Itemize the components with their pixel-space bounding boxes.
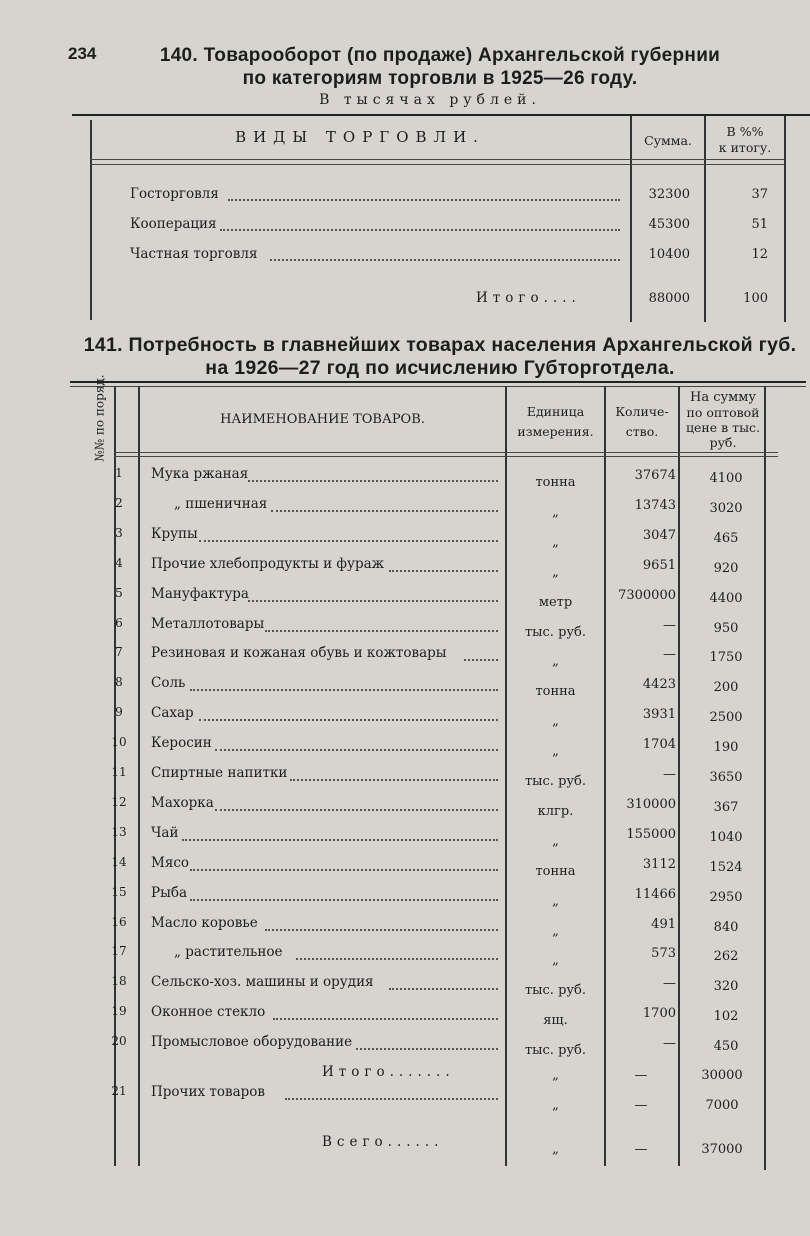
- t141-row-name: Мука ржаная: [151, 466, 249, 482]
- t141-row-unit: „: [552, 833, 559, 849]
- t141-header-sum-line4: руб.: [709, 435, 737, 450]
- t141-itogo-unit: „: [552, 1068, 559, 1083]
- t140-row-sum: 10400: [648, 247, 690, 262]
- t140-total-label: Итого....: [476, 290, 581, 306]
- t141-row-number: 1: [115, 466, 123, 480]
- table140-units: В тысячах рублей.: [319, 92, 541, 108]
- t141-row-qty: 37674: [634, 468, 676, 483]
- t140-total-sum: 88000: [648, 291, 690, 306]
- t140-row-name: Кооперация: [130, 216, 217, 232]
- t141-row-sum: 367: [713, 799, 739, 815]
- t141-row-leader: [190, 689, 498, 691]
- t141-row-sum: 920: [713, 560, 739, 576]
- t141-row-sum: 1750: [709, 650, 743, 666]
- t141-row-unit: „: [552, 504, 559, 520]
- t141-header-unit-line1: Единица: [526, 404, 585, 419]
- t141-row-name: Промысловое оборудование: [151, 1034, 353, 1051]
- t141-row-unit: „: [552, 714, 559, 730]
- t141-row-name: Рыба: [151, 884, 188, 901]
- t141-row-number: 9: [115, 705, 123, 720]
- t141-row-name: Керосин: [151, 735, 212, 752]
- t141-row-unit: тыс. руб.: [524, 1043, 586, 1059]
- t141-row-qty: 11466: [634, 886, 676, 902]
- t141-row-unit: метр: [538, 594, 573, 610]
- t141-row-leader: [389, 570, 498, 572]
- t141-other-number: 21: [111, 1084, 127, 1098]
- t141-row-qty: 3112: [642, 856, 676, 872]
- t141-row-sum: 1040: [709, 829, 743, 845]
- t141-row-name: Резиновая и кожаная обувь и кожтовары: [151, 645, 447, 662]
- t141-other-name: Прочих товаров: [151, 1084, 265, 1100]
- t141-vsego-unit: „: [552, 1142, 559, 1157]
- t141-row-qty: —: [663, 976, 676, 992]
- t140-header-kind: ВИДЫ ТОРГОВЛИ.: [235, 128, 485, 146]
- t141-row-leader: [190, 899, 498, 901]
- t141-row-leader: [273, 1018, 498, 1020]
- t141-row-number: 14: [111, 854, 127, 869]
- t141-row-name: Сельско-хоз. машины и орудия: [151, 974, 374, 991]
- t141-row-number: 6: [115, 615, 123, 630]
- t141-header-unit-line2: измерения.: [517, 424, 594, 439]
- t140-row-leader: [220, 229, 620, 231]
- t141-row-qty: —: [663, 1036, 676, 1052]
- t141-row-leader: [265, 630, 498, 632]
- t141-row-number: 16: [111, 914, 127, 929]
- t141-row-number: 7: [115, 645, 123, 660]
- t141-row-name: Мясо: [151, 854, 190, 871]
- t141-row-qty: —: [663, 617, 676, 633]
- t141-itogo-qty: —: [634, 1068, 648, 1083]
- t141-row-number: 8: [115, 675, 123, 690]
- t141-row-name: Чай: [151, 824, 179, 841]
- t141-row-sum: 3650: [709, 770, 743, 785]
- t141-row-unit: ящ.: [543, 1013, 568, 1029]
- table141-title-line2: на 1926—27 год по исчислению Губторготдела.: [205, 357, 675, 379]
- t141-row-leader: [296, 958, 498, 960]
- t141-row-unit: „: [552, 744, 559, 760]
- t141-row-name: „ растительное: [174, 944, 283, 961]
- t141-row-sum: 262: [713, 949, 739, 965]
- t141-row-sum: 2500: [709, 710, 743, 726]
- t141-row-qty: 3047: [642, 527, 676, 543]
- t141-vsego-sum: 37000: [701, 1142, 743, 1157]
- t141-row-qty: —: [663, 647, 676, 663]
- t141-row-unit: „: [552, 534, 559, 550]
- t141-row-name: Крупы: [151, 525, 198, 542]
- t141-row-number: 4: [115, 555, 123, 570]
- t141-row-qty: 13743: [634, 497, 676, 513]
- t141-row-sum: 320: [713, 979, 739, 995]
- t141-row-qty: 310000: [626, 796, 676, 812]
- t141-itogo-sum: 30000: [701, 1068, 743, 1083]
- table141-title-line1: 141. Потребность в главнейших товарах населения Архангельской губ.: [83, 334, 797, 356]
- t140-header-pct-line1: В %%: [726, 124, 764, 139]
- t141-row-unit: „: [552, 654, 559, 670]
- t141-row-number: 15: [111, 884, 127, 899]
- t141-row-sum: 1524: [709, 859, 743, 875]
- t141-row-number: 18: [111, 974, 127, 989]
- t141-row-name: Соль: [151, 675, 186, 692]
- t141-header-no: №№ по поряд.: [92, 374, 107, 462]
- t141-row-sum: 450: [713, 1039, 739, 1055]
- t141-row-unit: тонна: [535, 475, 576, 490]
- t140-header-sum: Сумма.: [644, 133, 692, 148]
- t140-row-name: Частная торговля: [130, 246, 258, 262]
- t141-header-sum-line1: На сумму: [689, 390, 757, 405]
- page-number: 234: [68, 44, 97, 63]
- t141-row-leader: [215, 809, 498, 811]
- t141-row-name: Масло коровье: [151, 914, 258, 931]
- t141-row-qty: 1704: [642, 737, 676, 753]
- t141-header-sum-line2: по оптовой: [686, 405, 760, 420]
- t141-row-name: Металлотовары: [151, 615, 265, 632]
- t141-row-qty: 573: [651, 946, 676, 962]
- t141-row-unit: тонна: [535, 684, 576, 700]
- t141-row-leader: [215, 749, 498, 751]
- t141-row-leader: [265, 929, 498, 931]
- t141-header-name: НАИМЕНОВАНИЕ ТОВАРОВ.: [220, 412, 425, 427]
- t141-row-qty: 4423: [642, 677, 676, 693]
- t141-row-sum: 3020: [709, 500, 743, 516]
- t141-vsego-qty: —: [634, 1142, 648, 1157]
- t141-row-number: 10: [111, 735, 127, 750]
- t141-row-unit: „: [552, 564, 559, 580]
- t141-row-sum: 190: [713, 740, 739, 756]
- t141-row-name: Оконное стекло: [151, 1004, 266, 1021]
- t141-row-sum: 4400: [709, 590, 743, 606]
- t141-row-sum: 465: [713, 530, 739, 546]
- t141-other-sum: 7000: [705, 1098, 739, 1113]
- t141-header-qty-line1: Количе-: [615, 404, 669, 419]
- t140-row-pct: 12: [751, 247, 768, 262]
- t141-row-unit: клгр.: [537, 803, 574, 819]
- t140-row-leader: [270, 259, 620, 261]
- t141-row-leader: [199, 719, 499, 721]
- t141-row-qty: 1700: [642, 1006, 676, 1022]
- t141-itogo-label: Итого.......: [322, 1064, 455, 1080]
- t141-row-sum: 950: [713, 620, 739, 636]
- t141-row-number: 12: [111, 794, 127, 809]
- t141-header-qty-line2: ство.: [625, 424, 659, 439]
- t141-row-unit: тыс. руб.: [524, 983, 586, 999]
- table140-title-line1: 140. Товарооборот (по продаже) Архангельской губернии: [159, 45, 721, 66]
- t141-row-leader: [356, 1048, 498, 1050]
- t141-row-leader: [248, 480, 498, 482]
- t141-row-leader: [182, 839, 498, 841]
- t141-row-number: 3: [115, 525, 123, 540]
- t141-row-number: 2: [115, 495, 123, 510]
- t141-row-unit: „: [552, 923, 559, 939]
- t141-row-leader: [290, 779, 498, 781]
- t141-row-name: Прочие хлебопродукты и фураж: [151, 555, 385, 572]
- t141-header-sum-line3: цене в тыс.: [686, 420, 760, 435]
- t140-row-name: Госторговля: [130, 186, 219, 202]
- t141-row-unit: „: [552, 893, 559, 909]
- t141-row-leader: [464, 659, 498, 661]
- t141-row-name: Спиртные напитки: [151, 765, 288, 781]
- t141-row-name: Махорка: [151, 794, 214, 811]
- t140-row-pct: 37: [751, 187, 768, 202]
- t141-row-leader: [190, 869, 498, 871]
- t141-row-name: „ пшеничная: [174, 495, 268, 512]
- t141-row-number: 20: [111, 1034, 127, 1049]
- t141-row-unit: тыс. руб.: [524, 774, 586, 789]
- t141-row-name: Сахар: [151, 705, 194, 722]
- t141-row-number: 17: [111, 944, 127, 959]
- t141-row-number: 11: [111, 765, 127, 779]
- t141-row-unit: тыс. руб.: [524, 624, 586, 640]
- t141-other-leader: [285, 1098, 498, 1100]
- t141-row-qty: —: [663, 767, 676, 782]
- t141-row-number: 5: [115, 585, 123, 600]
- t140-row-leader: [228, 199, 620, 201]
- t141-row-number: 13: [111, 824, 127, 839]
- t141-row-sum: 2950: [709, 889, 743, 905]
- t141-other-qty: —: [634, 1098, 648, 1113]
- t140-total-pct: 100: [743, 291, 768, 306]
- t141-row-unit: „: [552, 953, 559, 969]
- t141-row-unit: тонна: [535, 863, 576, 879]
- t141-row-leader: [248, 600, 498, 602]
- t140-row-sum: 32300: [648, 187, 690, 202]
- t141-row-qty: 3931: [642, 707, 676, 723]
- t140-row-sum: 45300: [648, 217, 690, 232]
- t141-row-number: 19: [111, 1004, 127, 1019]
- t141-row-qty: 155000: [626, 826, 676, 842]
- t141-row-qty: 491: [651, 916, 676, 932]
- table140-title-line2: по категориям торговли в 1925—26 году.: [242, 68, 638, 89]
- t141-row-leader: [199, 540, 499, 542]
- t141-row-sum: 102: [713, 1009, 739, 1025]
- t141-row-qty: 7300000: [618, 587, 676, 603]
- t140-header-pct-line2: к итогу.: [718, 140, 772, 155]
- t141-row-qty: 9651: [642, 557, 676, 573]
- t141-row-leader: [271, 510, 498, 512]
- t141-row-sum: 4100: [709, 471, 743, 486]
- t141-vsego-label: Всего......: [322, 1134, 444, 1150]
- t141-row-name: Мануфактура: [151, 585, 249, 602]
- t141-row-leader: [389, 988, 498, 990]
- t140-row-pct: 51: [751, 217, 768, 232]
- t141-row-sum: 200: [713, 680, 739, 696]
- t141-row-sum: 840: [713, 919, 739, 935]
- t141-other-unit: „: [552, 1098, 559, 1113]
